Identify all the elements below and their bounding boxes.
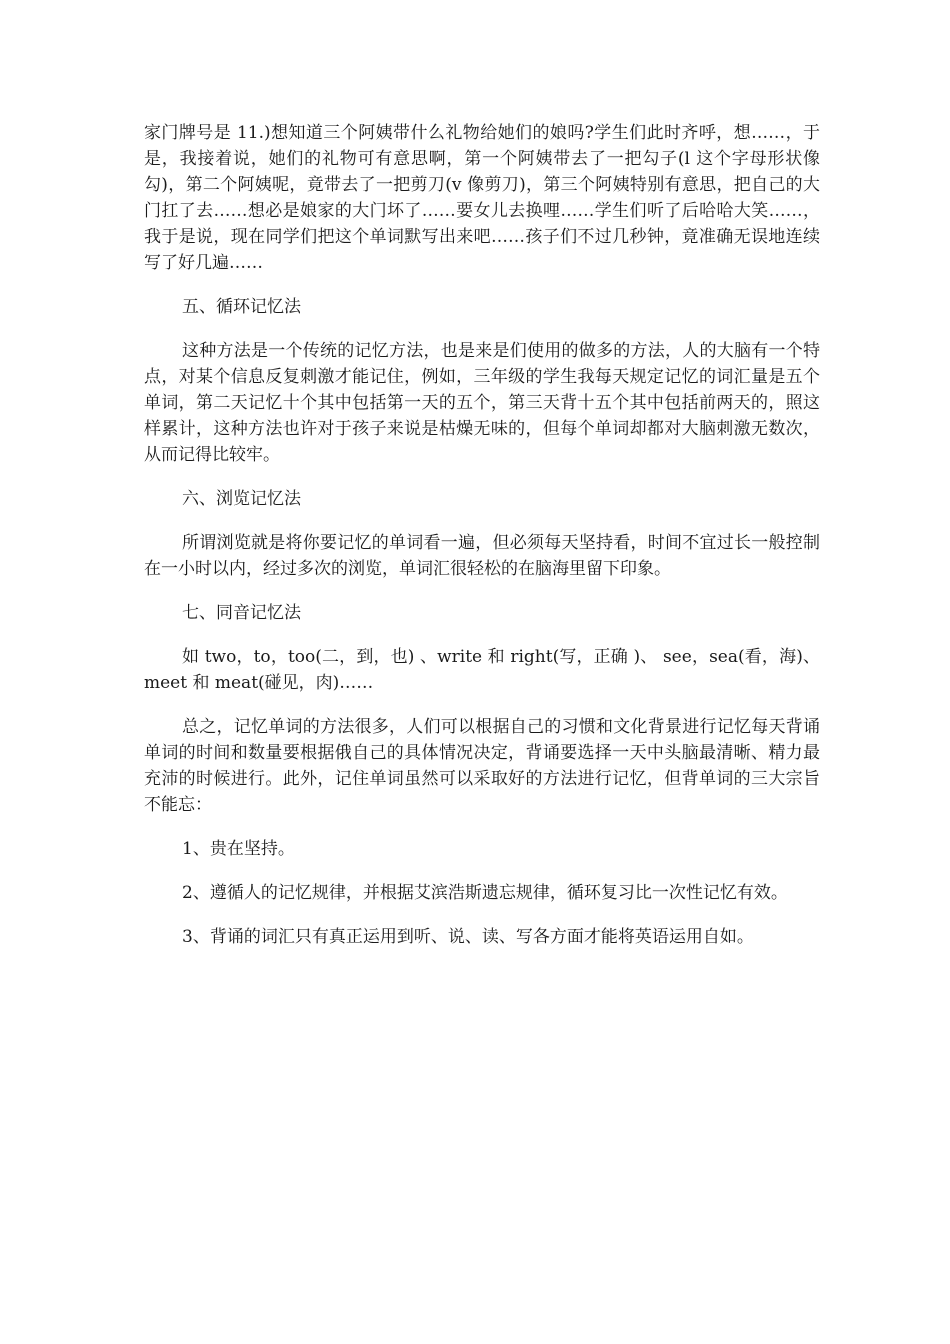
paragraph-homophone-memory: 如 two，to，too(二，到，也) 、write 和 right(写，正确 )、 see，sea(看，海)、meet 和 meat(碰见，肉)…… <box>144 647 820 693</box>
paragraph-summary: 总之，记忆单词的方法很多，人们可以根据自己的习惯和文化背景进行记忆每天背诵单词的时间和数量要根据俄自己的具体情况决定，背诵要选择一天中头脑最清晰、精力最充沛的时候进行。此外，记住单词虽然可以采取好的方法进行记忆，但背单词的三大宗旨不能忘： <box>144 717 820 815</box>
paragraph-cyclic-memory: 这种方法是一个传统的记忆方法，也是来是们使用的做多的方法，人的大脑有一个特点，对某个信息反复刺激才能记住，例如，三年级的学生我每天规定记忆的词汇量是五个单词，第二天记忆十个其中包括第一天的五个，第三天背十五个其中包括前两天的，照这样累计，这种方法也许对于孩子来说是枯燥无味的，但每个单词却都对大脑刺激无数次，从而记得比较牢。 <box>144 341 820 465</box>
list-item-3: 3、背诵的词汇只有真正运用到听、说、读、写各方面才能将英语运用自如。 <box>182 927 754 947</box>
section-heading-6: 六、浏览记忆法 <box>182 489 301 509</box>
list-item-1: 1、贵在坚持。 <box>182 839 295 859</box>
section-heading-5: 五、循环记忆法 <box>182 297 301 317</box>
list-item-2: 2、遵循人的记忆规律，并根据艾滨浩斯遗忘规律，循环复习比一次性记忆有效。 <box>182 883 788 903</box>
section-heading-7: 七、同音记忆法 <box>182 603 301 623</box>
paragraph-story-ending: 家门牌号是 11.)想知道三个阿姨带什么礼物给她们的娘吗?学生们此时齐呼，想……，于是，我接着说，她们的礼物可有意思啊，第一个阿姨带去了一把勾子(l 这个字母形状像勾)，第二个阿姨呢，竟带去了一把剪刀(v 像剪刀)，第三个阿姨特别有意思，把自己的大门扛了去……想必是娘家的大门坏了……要女儿去换哩……学生们听了后哈哈大笑……，我于是说，现在同学们把这个单词默写出来吧……孩子们不过几秒钟，竟准确无误地连续写了好几遍…… <box>144 123 820 273</box>
paragraph-browse-memory: 所谓浏览就是将你要记忆的单词看一遍，但必须每天坚持看，时间不宜过长一般控制在一小时以内，经过多次的浏览，单词汇很轻松的在脑海里留下印象。 <box>144 533 820 579</box>
document-body <box>144 120 820 968</box>
